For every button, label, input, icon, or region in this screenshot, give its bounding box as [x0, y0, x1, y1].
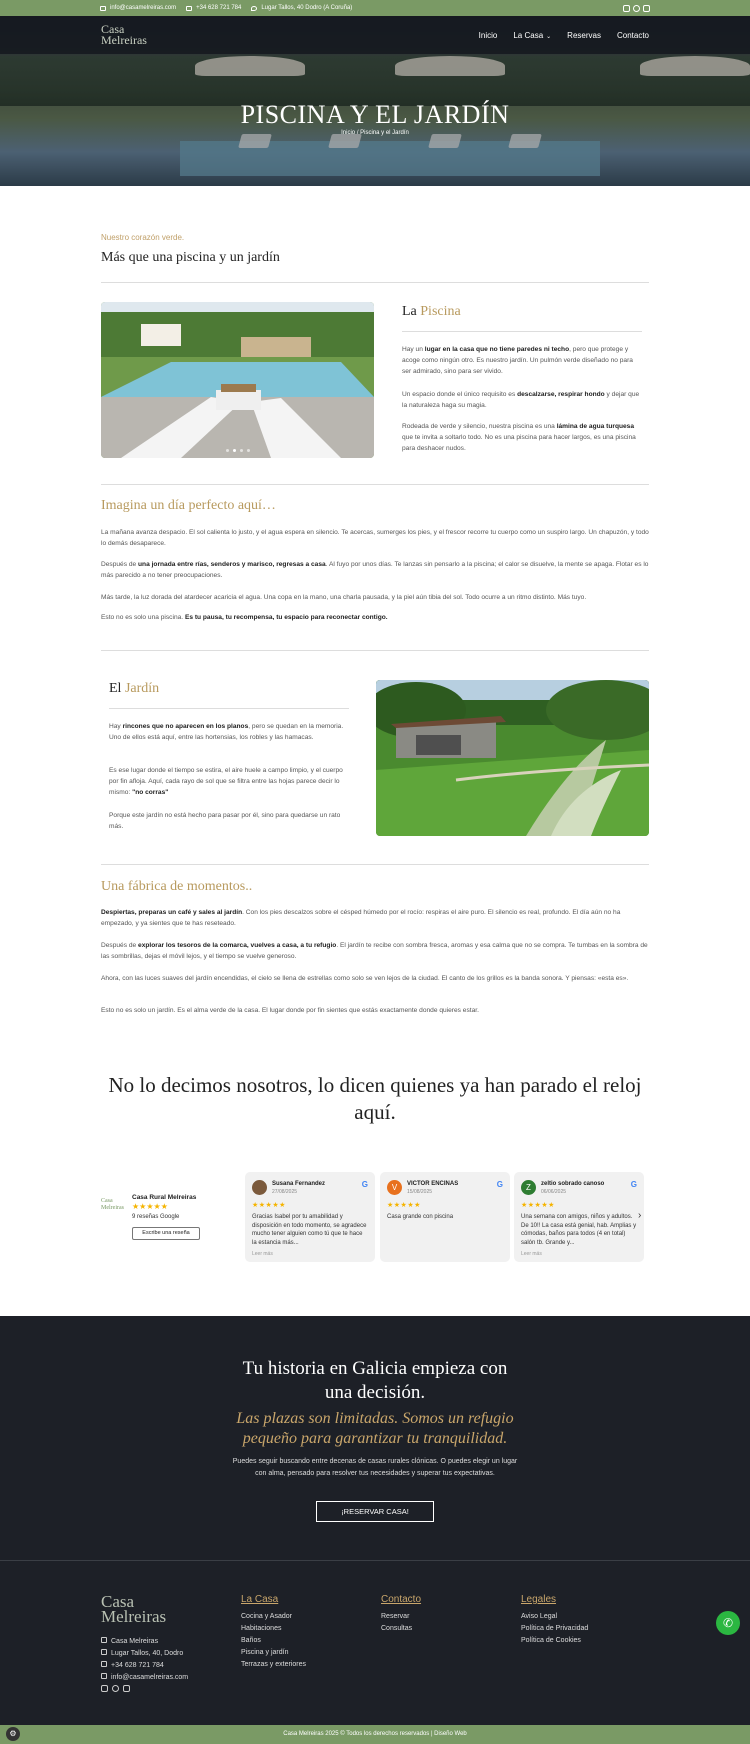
cta-section — [0, 1316, 750, 1560]
google-icon: G — [630, 1180, 637, 1189]
read-more-link[interactable]: Leer más — [521, 1251, 542, 1257]
site-footer — [0, 1560, 750, 1725]
nav-item-la-casa[interactable]: La Casa ⌄ — [513, 30, 552, 40]
moments-title: Una fábrica de momentos.. — [101, 879, 253, 894]
cta-script: Las plazas son limitadas. Somos un refugio pequeño para garantizar tu tranquilidad. — [236, 1410, 514, 1447]
topbar-address: Lugar Tallos, 40 Dodro (A Coruña) — [251, 5, 352, 11]
moments-paragraph-2: Después de explorar los tesoros de la comarca, vuelves a casa, a tu refugio. El jardín te recibe con sombra fresca, aromas y esa calma que no se compra. Te tumbas en la sombra de las sombrillas, dejas el móvil lejos, y el tiempo se vuelve generoso. — [101, 942, 648, 960]
garden-paragraph-1: Hay rincones que no aparecen en los planos, pero se quedan en la memoria. Uno de ellos está aquí, entre las hortensias, los robles y las hamacas. — [109, 723, 344, 741]
reviewer-avatar — [252, 1180, 267, 1195]
home-icon — [101, 1637, 107, 1643]
youtube-icon[interactable] — [643, 5, 650, 12]
day-paragraph-1: La mañana avanza despacio. El sol calienta lo justo, y el agua espera en silencio. Te acercas, sumerges los pies, y el frescor recorre tu cuerpo como un suspiro largo. Un chapuzón, y todo lo demás desaparece. — [101, 529, 649, 547]
footer-col-contacto — [381, 1594, 421, 1635]
instagram-icon[interactable] — [101, 1685, 108, 1692]
footer-col-la-casa — [241, 1594, 306, 1671]
day-paragraph-4: Esto no es solo una piscina. Es tu pausa, tu recompensa, tu espacio para reconectar contigo. — [101, 614, 388, 621]
topbar-social — [623, 5, 650, 12]
footer-link[interactable]: Política de Privacidad — [521, 1625, 589, 1632]
main-nav — [0, 16, 750, 54]
divider — [101, 864, 649, 865]
topbar-email[interactable]: info@casamelreiras.com — [100, 5, 176, 11]
footer-link[interactable]: Piscina y jardín — [241, 1649, 289, 1656]
read-more-link[interactable]: Leer más — [252, 1251, 273, 1257]
pool-photo — [101, 302, 374, 458]
reviewer-avatar: V — [387, 1180, 402, 1195]
nav-menu — [479, 31, 649, 40]
facebook-icon[interactable] — [112, 1685, 119, 1692]
garden-photo — [376, 680, 649, 836]
reviewer-name: Susana Fernandez — [272, 1181, 326, 1187]
reviewer-name: VICTOR ENCINAS — [407, 1181, 459, 1187]
google-icon: G — [496, 1180, 503, 1189]
footer-col-title[interactable]: Contacto — [381, 1594, 422, 1605]
footer-link[interactable]: Política de Cookies — [521, 1637, 581, 1644]
brand-mini-logo: Casa Melreiras — [101, 1198, 124, 1211]
write-review-button[interactable]: Escribe una reseña — [132, 1227, 200, 1240]
divider — [101, 484, 649, 485]
section-heading: Más que una piscina y un jardín — [101, 250, 280, 265]
pool-paragraph-3: Rodeada de verde y silencio, nuestra piscina es una lámina de agua turquesa que te invita a soltarlo todo. No es una piscina para hacer largos, es una piscina para deshacer nudos. — [402, 423, 636, 452]
pool-title: La Piscina — [402, 304, 461, 319]
footer-link[interactable]: Baños — [241, 1637, 261, 1644]
garden-paragraph-2: Es ese lugar donde el tiempo se estira, el aire huele a campo limpio, y el cuerpo por fin afloja. Aquí, cada rayo de sol que se filtra entre las hojas parece decir lo mismo: "no corras" — [109, 767, 343, 796]
google-reviews-summary — [101, 1194, 211, 1244]
cookie-icon[interactable]: ⚙ — [6, 1727, 20, 1741]
top-contact-bar — [0, 0, 750, 16]
day-title: Imagina un día perfecto aquí… — [101, 498, 276, 513]
nav-item-inicio[interactable]: Inicio — [478, 30, 498, 40]
nav-item-reservas[interactable]: Reservas — [567, 30, 601, 40]
brand-stars: ★★★★★ — [132, 1202, 168, 1211]
moments-paragraph-4: Esto no es solo un jardín. Es el alma verde de la casa. El lugar donde por fin sientes que estás exactamente donde quieres estar. — [101, 1007, 479, 1014]
google-icon: G — [361, 1180, 368, 1189]
review-card — [245, 1172, 375, 1262]
youtube-icon[interactable] — [123, 1685, 130, 1692]
footer-link[interactable]: Cocina y Asador — [241, 1613, 292, 1620]
footer-col-legales — [521, 1594, 588, 1647]
breadcrumb[interactable]: Inicio / Piscina y el Jardín — [341, 130, 409, 136]
pool-paragraph-2: Un espacio donde el único requisito es descalzarse, respirar hondo y dejar que la naturaleza haga su magia. — [402, 391, 640, 409]
footer-address: Lugar Tallos, 40, Dodro — [101, 1648, 188, 1660]
brand-review-count: 9 reseñas Google — [132, 1214, 180, 1220]
review-date: 06/06/2025 — [541, 1189, 567, 1195]
footer-logo[interactable]: Casa Melreiras — [101, 1592, 167, 1626]
topbar-phone[interactable]: +34 628 721 784 — [186, 5, 241, 11]
review-text: Una semana con amigos, niños y adultos. De 10!! La casa está genial, hab. Amplias y cómodas, baños para todos (4 en total) salón tb. Grande y... — [521, 1214, 637, 1246]
reviewer-avatar: Z — [521, 1180, 536, 1195]
reserve-button[interactable]: ¡RESERVAR CASA! — [316, 1501, 434, 1522]
day-paragraph-2: Después de una jornada entre rías, senderos y marisco, regresas a casa. Al fuyo por unos días. Te lanzas sin pensarlo a la piscina; el calor se disuelve, la mente se apaga. Flotar es lo más parecido a no tener preocupaciones. — [101, 561, 649, 579]
moments-paragraph-3: Ahora, con las luces suaves del jardín encendidas, el cielo se llena de estrellas como solo se ven lejos de la ciudad. El canto de los grillos es la banda sonora. Y piensas: «esta es». — [101, 975, 629, 982]
footer-social — [101, 1685, 130, 1692]
reviewer-name: zeltio sobrado canoso — [541, 1181, 605, 1187]
footer-name: Casa Melreiras — [101, 1636, 188, 1648]
footer-link[interactable]: Consultas — [381, 1625, 413, 1632]
footer-col-title[interactable]: La Casa — [241, 1594, 279, 1605]
review-stars: ★★★★★ — [521, 1202, 555, 1209]
pool-paragraph-1: Hay un lugar en la casa que no tiene paredes ni techo, pero que protege y acoge como ningún otro. Es nuestro jardín. Un pulmón verde diseñado no para ser admirado, sino para ser vivido. — [402, 346, 633, 375]
review-date: 27/08/2025 — [272, 1189, 298, 1195]
phone-icon — [186, 6, 192, 11]
chevron-down-icon: ⌄ — [546, 33, 552, 40]
footer-link[interactable]: Habitaciones — [241, 1625, 282, 1632]
brand-name: Casa Rural Melreiras — [132, 1194, 197, 1201]
nav-item-contacto[interactable]: Contacto — [616, 30, 649, 40]
location-icon — [251, 6, 257, 11]
footer-link[interactable]: Terrazas y exteriores — [241, 1661, 306, 1668]
review-stars: ★★★★★ — [387, 1202, 421, 1209]
divider — [402, 331, 642, 332]
cta-title: Tu historia en Galicia empieza con una decisión. — [242, 1358, 508, 1403]
garden-paragraph-3: Porque este jardín no está hecho para pasar por él, sino para quedarse un rato más. — [109, 812, 341, 830]
day-paragraph-3: Más tarde, la luz dorada del atardecer acaricia el agua. Una copa en la mano, una charla pausada, y la piel aún tibia del sol. Todo ocurre a un ritmo distinto. Más tuyo. — [101, 594, 587, 601]
footer-link[interactable]: Reservar — [381, 1613, 410, 1620]
footer-link[interactable]: Aviso Legal — [521, 1613, 558, 1620]
page-title: PISCINA Y EL JARDÍN — [240, 100, 510, 129]
footer-col-title[interactable]: Legales — [521, 1594, 557, 1605]
garden-title: El Jardín — [109, 681, 160, 696]
review-text: Gracias Isabel por tu amabilidad y disposición en todo momento, se agradece mucho tener alguien como tú que te hace la estancia más... — [252, 1214, 367, 1246]
slider-dots[interactable] — [101, 449, 374, 452]
phone-icon — [101, 1661, 107, 1667]
review-card — [514, 1172, 644, 1262]
review-card — [380, 1172, 510, 1262]
divider — [101, 650, 649, 651]
site-logo[interactable]: Casa Melreiras — [101, 22, 147, 47]
mail-icon — [101, 1673, 107, 1679]
cta-text: Puedes seguir buscando entre decenas de casas rurales clónicas. O puedes elegir un lugar con alma, pensado para resolver tus necesidades y superar tus expectativas. — [232, 1458, 518, 1477]
section-eyebrow: Nuestro corazón verde. — [101, 233, 185, 242]
whatsapp-icon[interactable]: ✆ — [716, 1611, 740, 1635]
footer-phone[interactable]: +34 628 721 784 — [101, 1660, 188, 1672]
footer-email[interactable]: info@casamelreiras.com — [101, 1672, 188, 1684]
divider — [101, 282, 649, 283]
carousel-next-icon[interactable]: › — [638, 1210, 642, 1221]
moments-paragraph-1: Despiertas, preparas un café y sales al jardín. Con los pies descalzos sobre el césped húmedo por el rocío: respiras el aire puro. El silencio es real, profundo. El día aún no ha empezado, y ya sientes que te has reseteado. — [101, 909, 621, 927]
location-icon — [101, 1649, 107, 1655]
instagram-icon[interactable] — [623, 5, 630, 12]
mail-icon — [100, 6, 106, 11]
review-text: Casa grande con piscina — [387, 1214, 454, 1220]
review-date: 15/08/2025 — [407, 1189, 433, 1195]
divider — [109, 708, 349, 709]
reviews-heading: No lo decimos nosotros, lo dicen quienes ya han parado el reloj aquí. — [108, 1073, 642, 1124]
review-stars: ★★★★★ — [252, 1202, 286, 1209]
footer-contact-info — [101, 1636, 188, 1684]
facebook-icon[interactable] — [633, 5, 640, 12]
copyright-bar: Casa Melreiras 2025 © Todos los derechos reservados | Diseño Web — [0, 1725, 750, 1744]
pool-photo-slider[interactable] — [101, 302, 374, 458]
